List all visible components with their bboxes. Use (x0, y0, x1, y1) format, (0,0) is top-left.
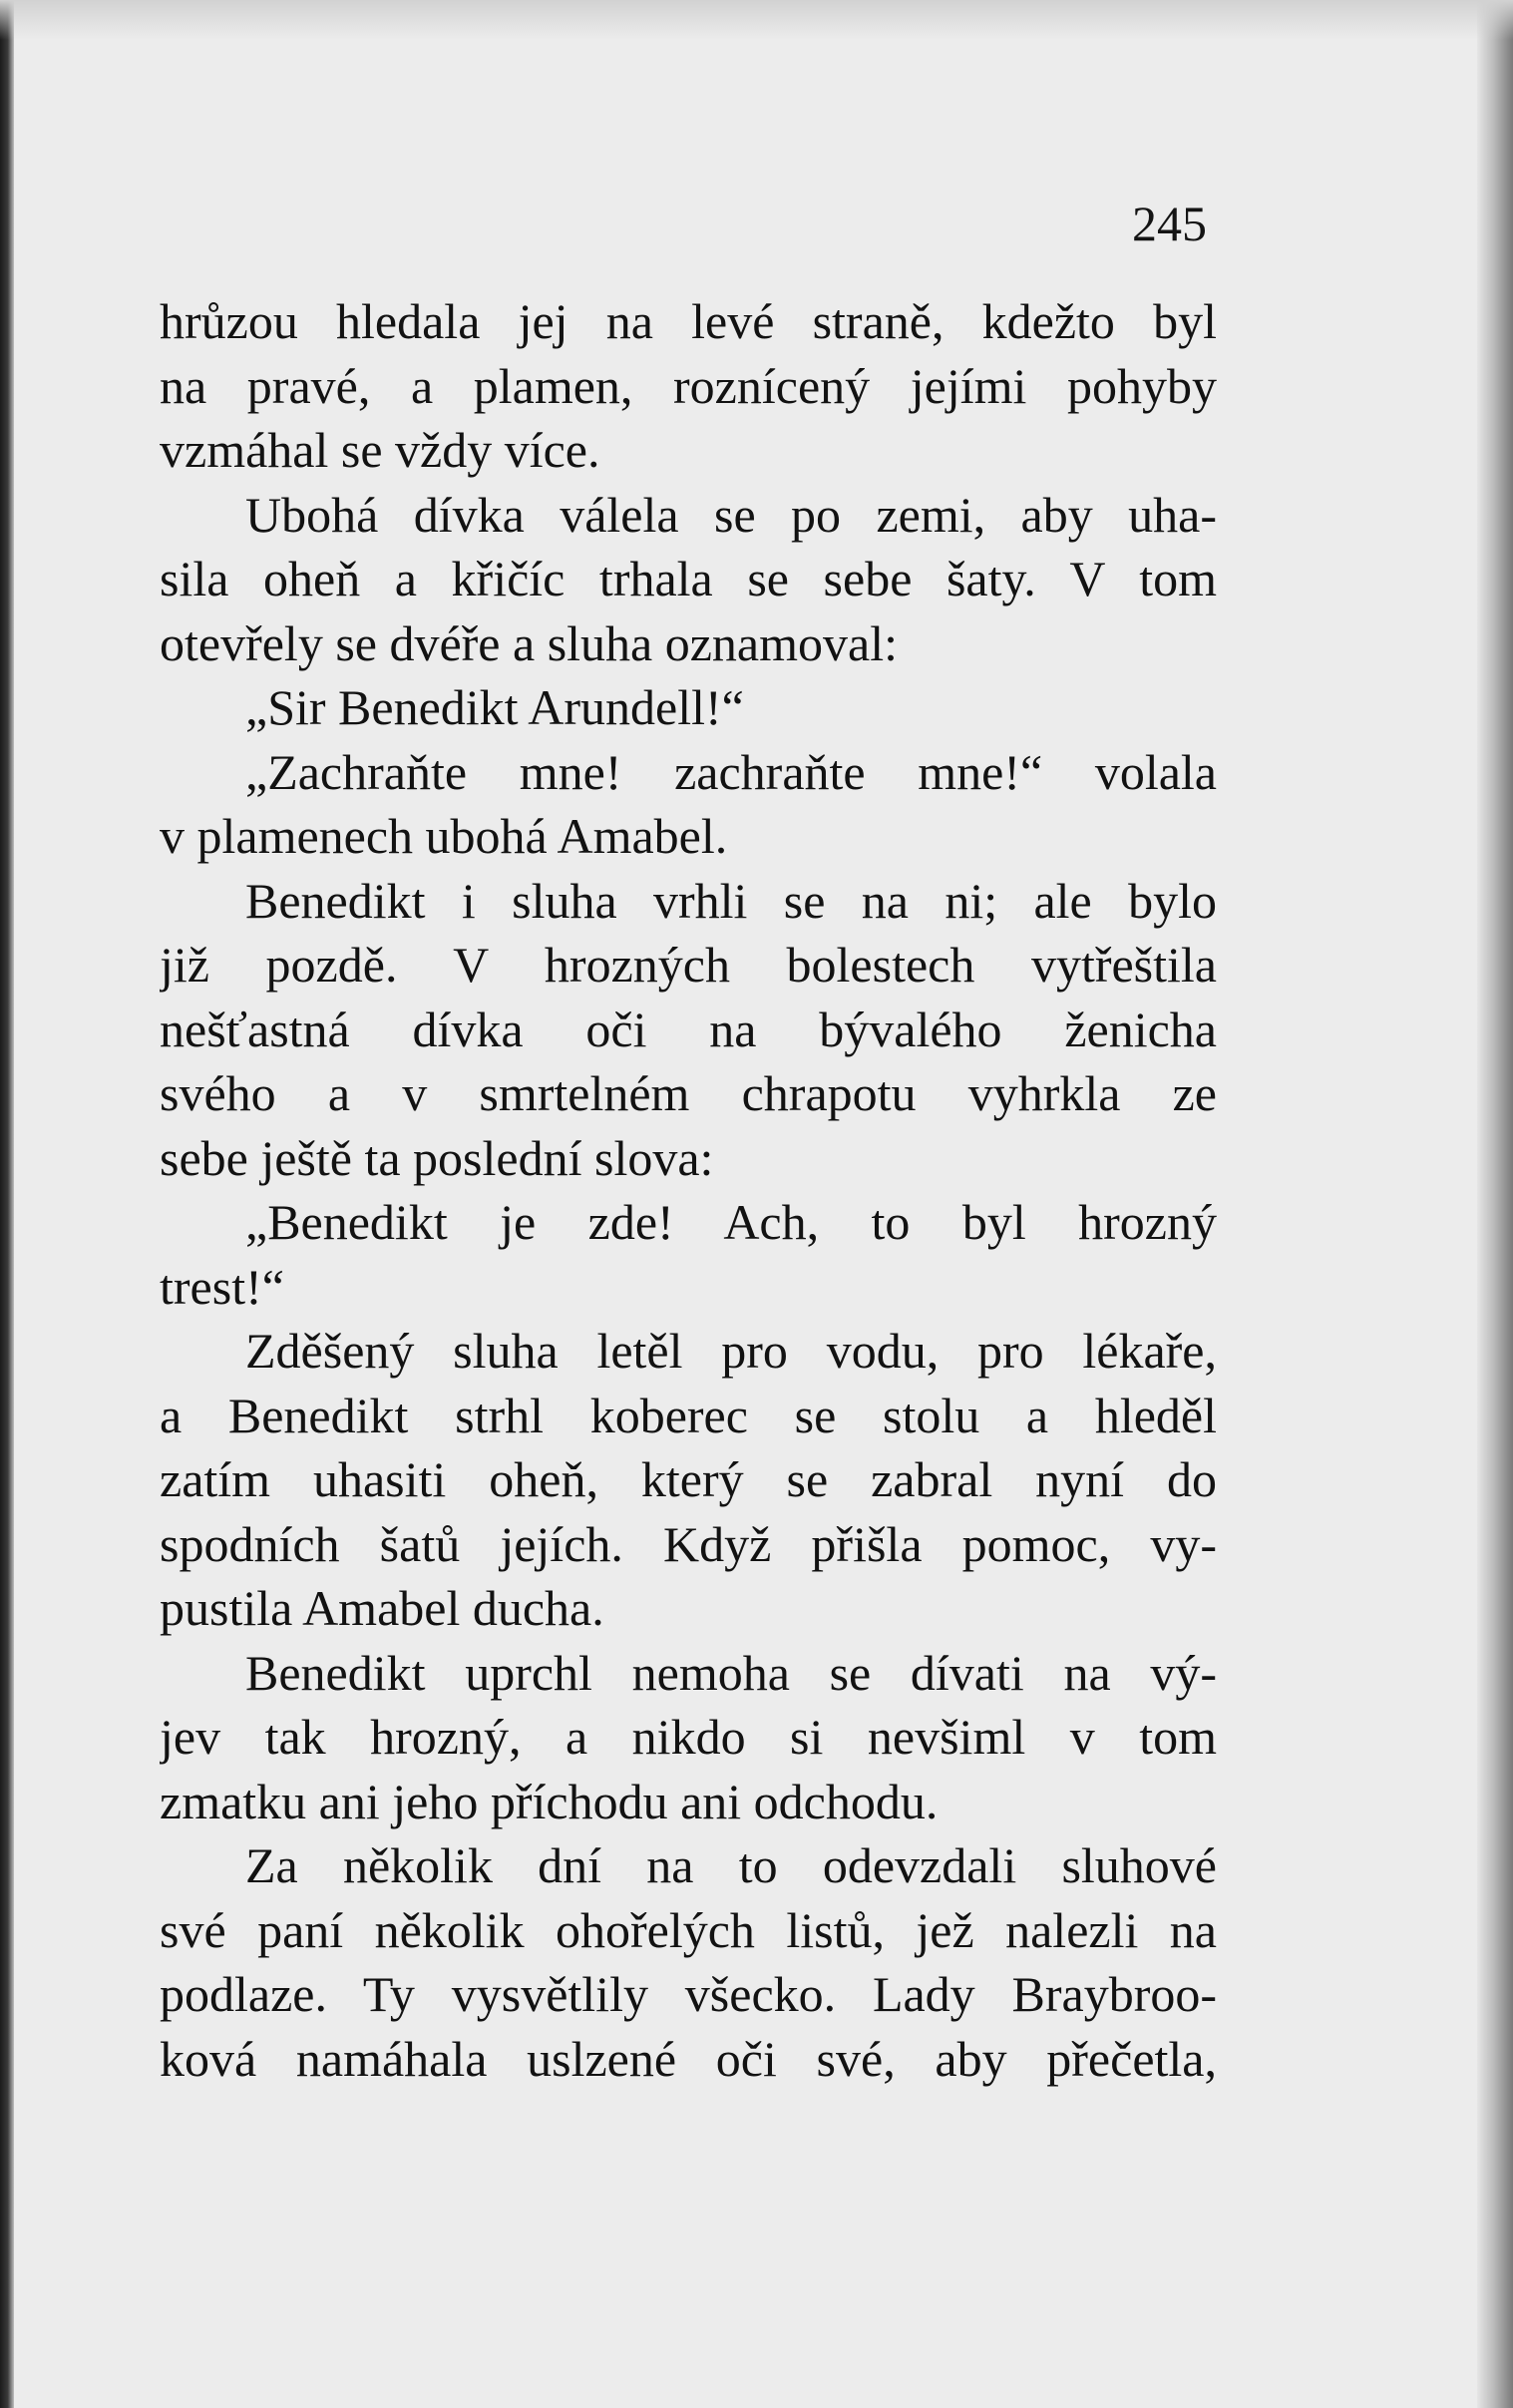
page-edge-shadow (1477, 0, 1513, 2408)
page-number: 245 (1132, 196, 1207, 251)
text-line: sebe ještě ta poslední slova: (160, 1129, 714, 1186)
text-line: v plamenech ubohá Amabel. (160, 808, 728, 864)
body-text (160, 289, 1217, 2091)
text-line: nešťastná dívka oči na bývalého ženicha (160, 1001, 1217, 1057)
book-binding-edge (0, 0, 14, 2408)
text-line: Ubohá dívka válela se po zemi, aby uha- (245, 486, 1217, 543)
text-line: „Zachraňte mne! zachraňte mne!“ volala (245, 743, 1217, 800)
text-line: zmatku ani jeho příchodu ani odchodu. (160, 1773, 939, 1829)
text-line: trest!“ (160, 1258, 284, 1315)
text-line: sila oheň a křičíc trhala se sebe šaty. V tom (160, 551, 1217, 606)
text-line: již pozdě. V hrozných bolestech vytřeštila (160, 937, 1217, 993)
text-line: hrůzou hledala jej na levé straně, kdežto byl (160, 293, 1217, 349)
text-line: spodních šatů jejích. Když přišla pomoc, vy- (160, 1515, 1217, 1572)
text-line: Benedikt i sluha vrhli se na ni; ale bylo (245, 872, 1217, 929)
text-line: Za několik dní na to odevzdali sluhové (245, 1837, 1217, 1893)
top-edge-shadow (0, 0, 1513, 40)
text-line: podlaze. Ty vysvětlily všecko. Lady Braybroo- (160, 1966, 1217, 2022)
text-line: zatím uhasiti oheň, který se zabral nyní do (160, 1451, 1217, 1507)
text-line: a Benedikt strhl koberec se stolu a hleděl (160, 1387, 1217, 1443)
text-line: pustila Amabel ducha. (160, 1580, 604, 1636)
text-line: Benedikt uprchl nemoha se dívati na vý- (245, 1644, 1217, 1701)
text-line: otevřely se dvéře a sluha oznamoval: (160, 614, 898, 671)
text-line: vzmáhal se vždy více. (160, 422, 600, 478)
text-line: „Benedikt je zde! Ach, to byl hrozný (245, 1194, 1217, 1250)
text-line: své paní několik ohořelých listů, jež nalezli na (160, 1901, 1217, 1958)
text-line: ková namáhala uslzené oči své, aby přečetla, (160, 2030, 1217, 2087)
text-line: „Sir Benedikt Arundell!“ (245, 679, 744, 735)
text-line: Zděšený sluha letěl pro vodu, pro lékaře, (245, 1323, 1217, 1379)
text-line: jev tak hrozný, a nikdo si nevšiml v tom (160, 1709, 1217, 1765)
text-line: na pravé, a plamen, roznícený jejími pohyby (160, 357, 1217, 414)
text-line: svého a v smrtelném chrapotu vyhrkla ze (160, 1065, 1217, 1121)
